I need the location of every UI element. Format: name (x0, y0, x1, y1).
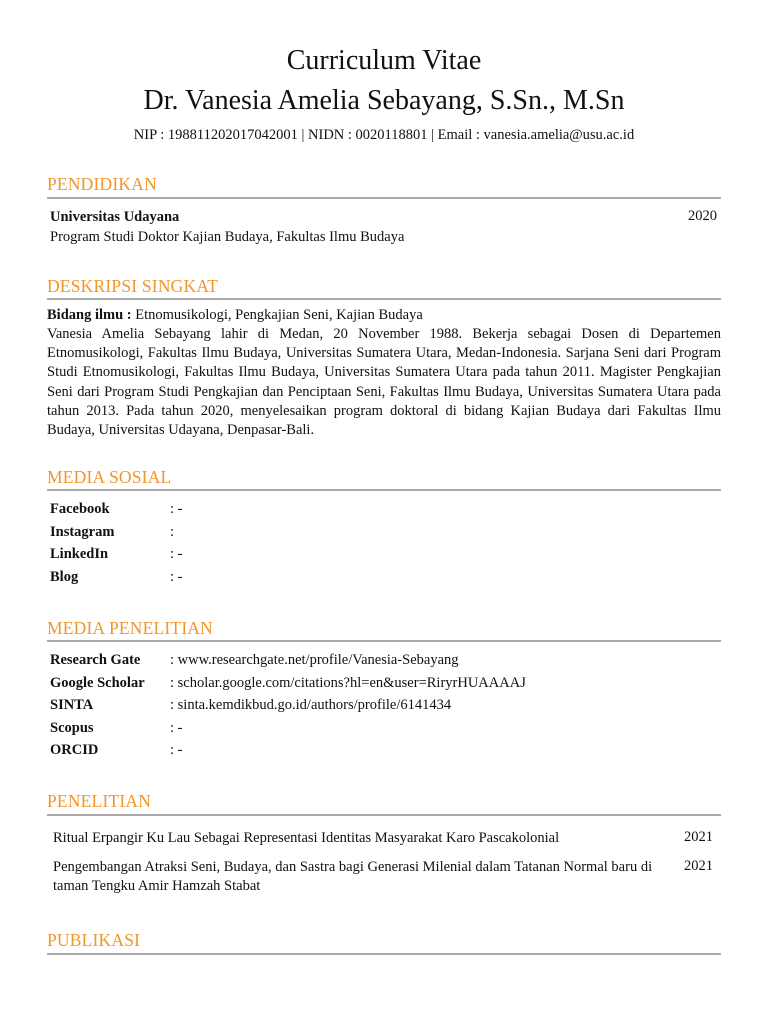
social-label-blog: Blog (50, 569, 79, 585)
identity-line: NIP : 198811202017042001 | NIDN : 0020118801 | Email : vanesia.amelia@usu.ac.id (133, 127, 635, 143)
research-label-orcid: ORCID (50, 742, 99, 758)
research-value-scopus: : - (170, 720, 183, 736)
section-title-penelitian: PENELITIAN (47, 791, 152, 811)
biography-text: Vanesia Amelia Sebayang lahir di Medan, 20 November 1988. Bekerja sebagai Dosen di Departemen Etnomusikologi, Fakultas Ilmu Budaya, Universitas Sumatera Utara, Medan-Indonesia. Sarjana Seni dari Program Studi Etnomusikologi, Fakultas Ilmu Budaya, Universitas Sumatera Utara pada tahun 2011. Magister Pengkajian Seni dari Program Studi Pengkajian dan Penciptaan Seni, Fakultas Ilmu Budaya, Universitas Sumatera Utara pada tahun 2013. Pada tahun 2020, menyelesaikan program doktoral di bidang Kajian Budaya dari Fakultas Ilmu Budaya, Universitas Udayana, Denpasar-Bali. (47, 326, 721, 439)
section-divider (47, 953, 721, 955)
education-year: 2020 (688, 208, 717, 224)
section-divider (47, 489, 721, 491)
field-of-study-value: Etnomusikologi, Pengkajian Seni, Kajian Budaya (131, 307, 423, 323)
social-value-linkedin: : - (170, 546, 183, 562)
research-link-google-scholar[interactable]: : scholar.google.com/citations?hl=en&user=RiryrHUAAAAJ (170, 675, 526, 691)
research-label-researchgate: Research Gate (50, 652, 141, 668)
section-divider (47, 814, 721, 816)
section-title-pendidikan: PENDIDIKAN (47, 174, 157, 194)
section-divider (47, 640, 721, 642)
research-label-sinta: SINTA (50, 697, 94, 713)
research-item: Pengembangan Atraksi Seni, Budaya, dan Sastra bagi Generasi Milenial dalam Tatanan Normal baru di taman Tengku Amir Hamzah Stabat (53, 859, 653, 894)
section-divider (47, 298, 721, 300)
research-label-scopus: Scopus (50, 720, 94, 736)
research-label-google-scholar: Google Scholar (50, 675, 145, 691)
section-title-media-penelitian: MEDIA PENELITIAN (47, 618, 214, 638)
research-item: Ritual Erpangir Ku Lau Sebagai Representasi Identitas Masyarakat Karo Pascakolonial (53, 830, 560, 846)
field-of-study (47, 306, 423, 325)
social-value-blog: : - (170, 569, 183, 585)
section-title-publikasi: PUBLIKASI (47, 930, 141, 950)
social-label-linkedin: LinkedIn (50, 546, 109, 562)
social-value-instagram: : (170, 524, 175, 540)
social-value-facebook: : - (170, 501, 183, 517)
person-name: Dr. Vanesia Amelia Sebayang, S.Sn., M.Sn (143, 85, 625, 116)
research-link-researchgate[interactable]: : www.researchgate.net/profile/Vanesia-Sebayang (170, 652, 459, 668)
section-divider (47, 197, 721, 199)
research-value-orcid: : - (170, 742, 183, 758)
document-title: Curriculum Vitae (286, 45, 482, 76)
education-program: Program Studi Doktor Kajian Budaya, Fakultas Ilmu Budaya (50, 229, 405, 245)
social-label-instagram: Instagram (50, 524, 115, 540)
section-title-media-sosial: MEDIA SOSIAL (47, 467, 172, 487)
section-title-deskripsi: DESKRIPSI SINGKAT (47, 276, 219, 296)
research-year: 2021 (684, 829, 713, 845)
field-of-study-label: Bidang ilmu : (47, 307, 132, 323)
research-year: 2021 (684, 858, 713, 874)
research-link-sinta[interactable]: : sinta.kemdikbud.go.id/authors/profile/6141434 (170, 697, 452, 713)
education-institution: Universitas Udayana (50, 209, 180, 225)
social-label-facebook: Facebook (50, 501, 110, 517)
